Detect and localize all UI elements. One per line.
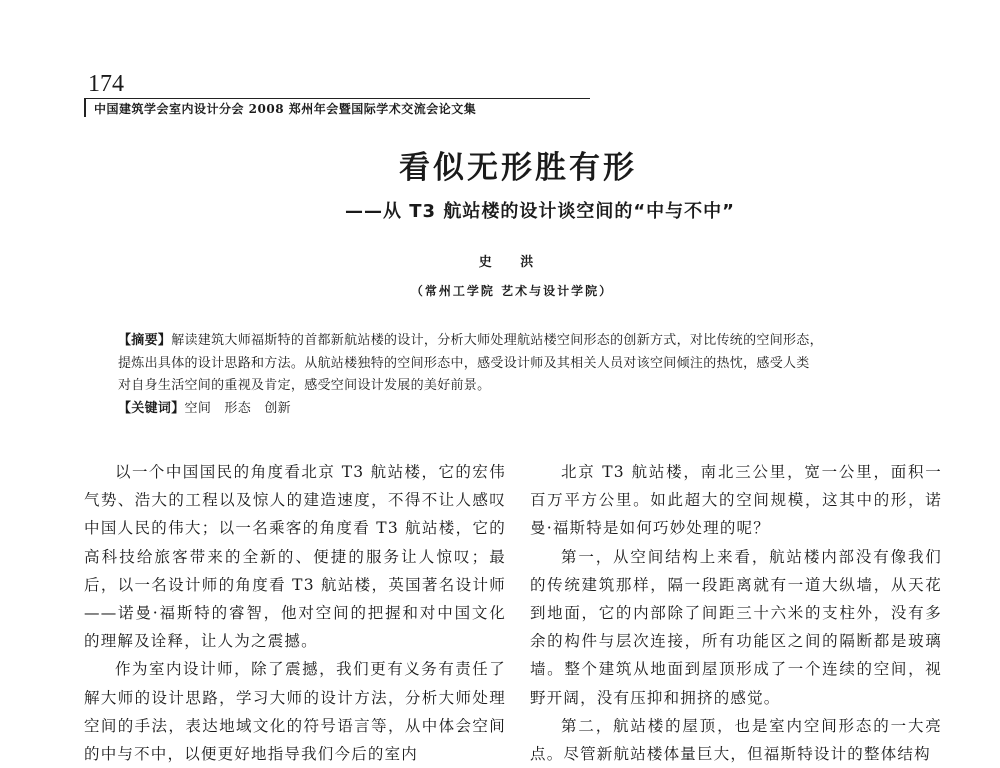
author-affiliation: （常州工学院 艺术与设计学院） — [410, 284, 614, 298]
abstract-line: 对自身生活空间的重视及肯定，感受空间设计发展的美好前景。 — [118, 378, 491, 393]
keywords-label: 【关键词】 — [118, 400, 185, 416]
author-name: 史 洪 — [478, 255, 546, 270]
article-title: 看似无形胜有形 — [399, 150, 637, 186]
abstract-line: 提炼出具体的设计思路和方法。从航站楼独特的空间形态中，感受设计师及其相关人员对该空间倾注的热忱，感受人类 — [118, 355, 810, 371]
body-paragraph: 第一，从空间结构上来看，航站楼内部没有像我们的传统建筑那样，隔一段距离就有一道大纵墙，从天花到地面，它的内部除了间距三十六米的支柱外，没有多余的构件与层次连接，所有功能区之间的隔断都是玻璃墙。整个建筑从地面到屋顶形成了一个连续的空间，视野开阔，没有压抑和拥挤的感觉。 — [530, 547, 942, 707]
page-number: 174 — [88, 71, 124, 97]
body-paragraph: 第二，航站楼的屋顶，也是室内空间形态的一大亮点。尽管新航站楼体量巨大，但福斯特设计的整体结构 — [530, 716, 942, 764]
body-paragraph: 北京 T3 航站楼，南北三公里，宽一公里，面积一百万平方公里。如此超大的空间规模，这其中的形，诺曼·福斯特是如何巧妙处理的呢？ — [530, 463, 942, 538]
running-header: 中国建筑学会室内设计分会 2008 郑州年会暨国际学术交流会论文集 — [84, 98, 590, 117]
keywords-value: 空间 形态 创新 — [184, 400, 291, 416]
keywords-line — [118, 398, 938, 421]
body-column-right — [530, 458, 942, 768]
abstract-text: 解读建筑大师福斯特的首都新航站楼的设计，分析大师处理航站楼空间形态的创新方式，对比传统的空间形态， — [171, 333, 823, 348]
abstract-line — [118, 330, 938, 353]
body-paragraph: 作为室内设计师，除了震撼，我们更有义务有责任了解大师的设计思路，学习大师的设计方法，分析大师处理空间的手法，表达地域文化的符号语言等，从中体会空间的中与不中，以便更好地指导我们今后的室内 — [84, 660, 506, 764]
abstract-label: 【摘要】 — [118, 333, 172, 348]
abstract-block — [118, 330, 938, 420]
body-paragraph: 以一个中国国民的角度看北京 T3 航站楼，它的宏伟气势、浩大的工程以及惊人的建造速度，不得不让人感叹中国人民的伟大；以一名乘客的角度看 T3 航站楼，它的高科技给旅客带来的全新的、便捷的服务让人惊叹；最后，以一名设计师的角度看 T3 航站楼，英国著名设计师——诺曼·福斯特的睿智，他对空间的把握和对中国文化的理解及诠释，让人为之震撼。 — [84, 463, 506, 651]
body-column-left — [84, 458, 506, 768]
article-subtitle: ——从 T3 航站楼的设计谈空间的“中与不中” — [345, 201, 735, 222]
